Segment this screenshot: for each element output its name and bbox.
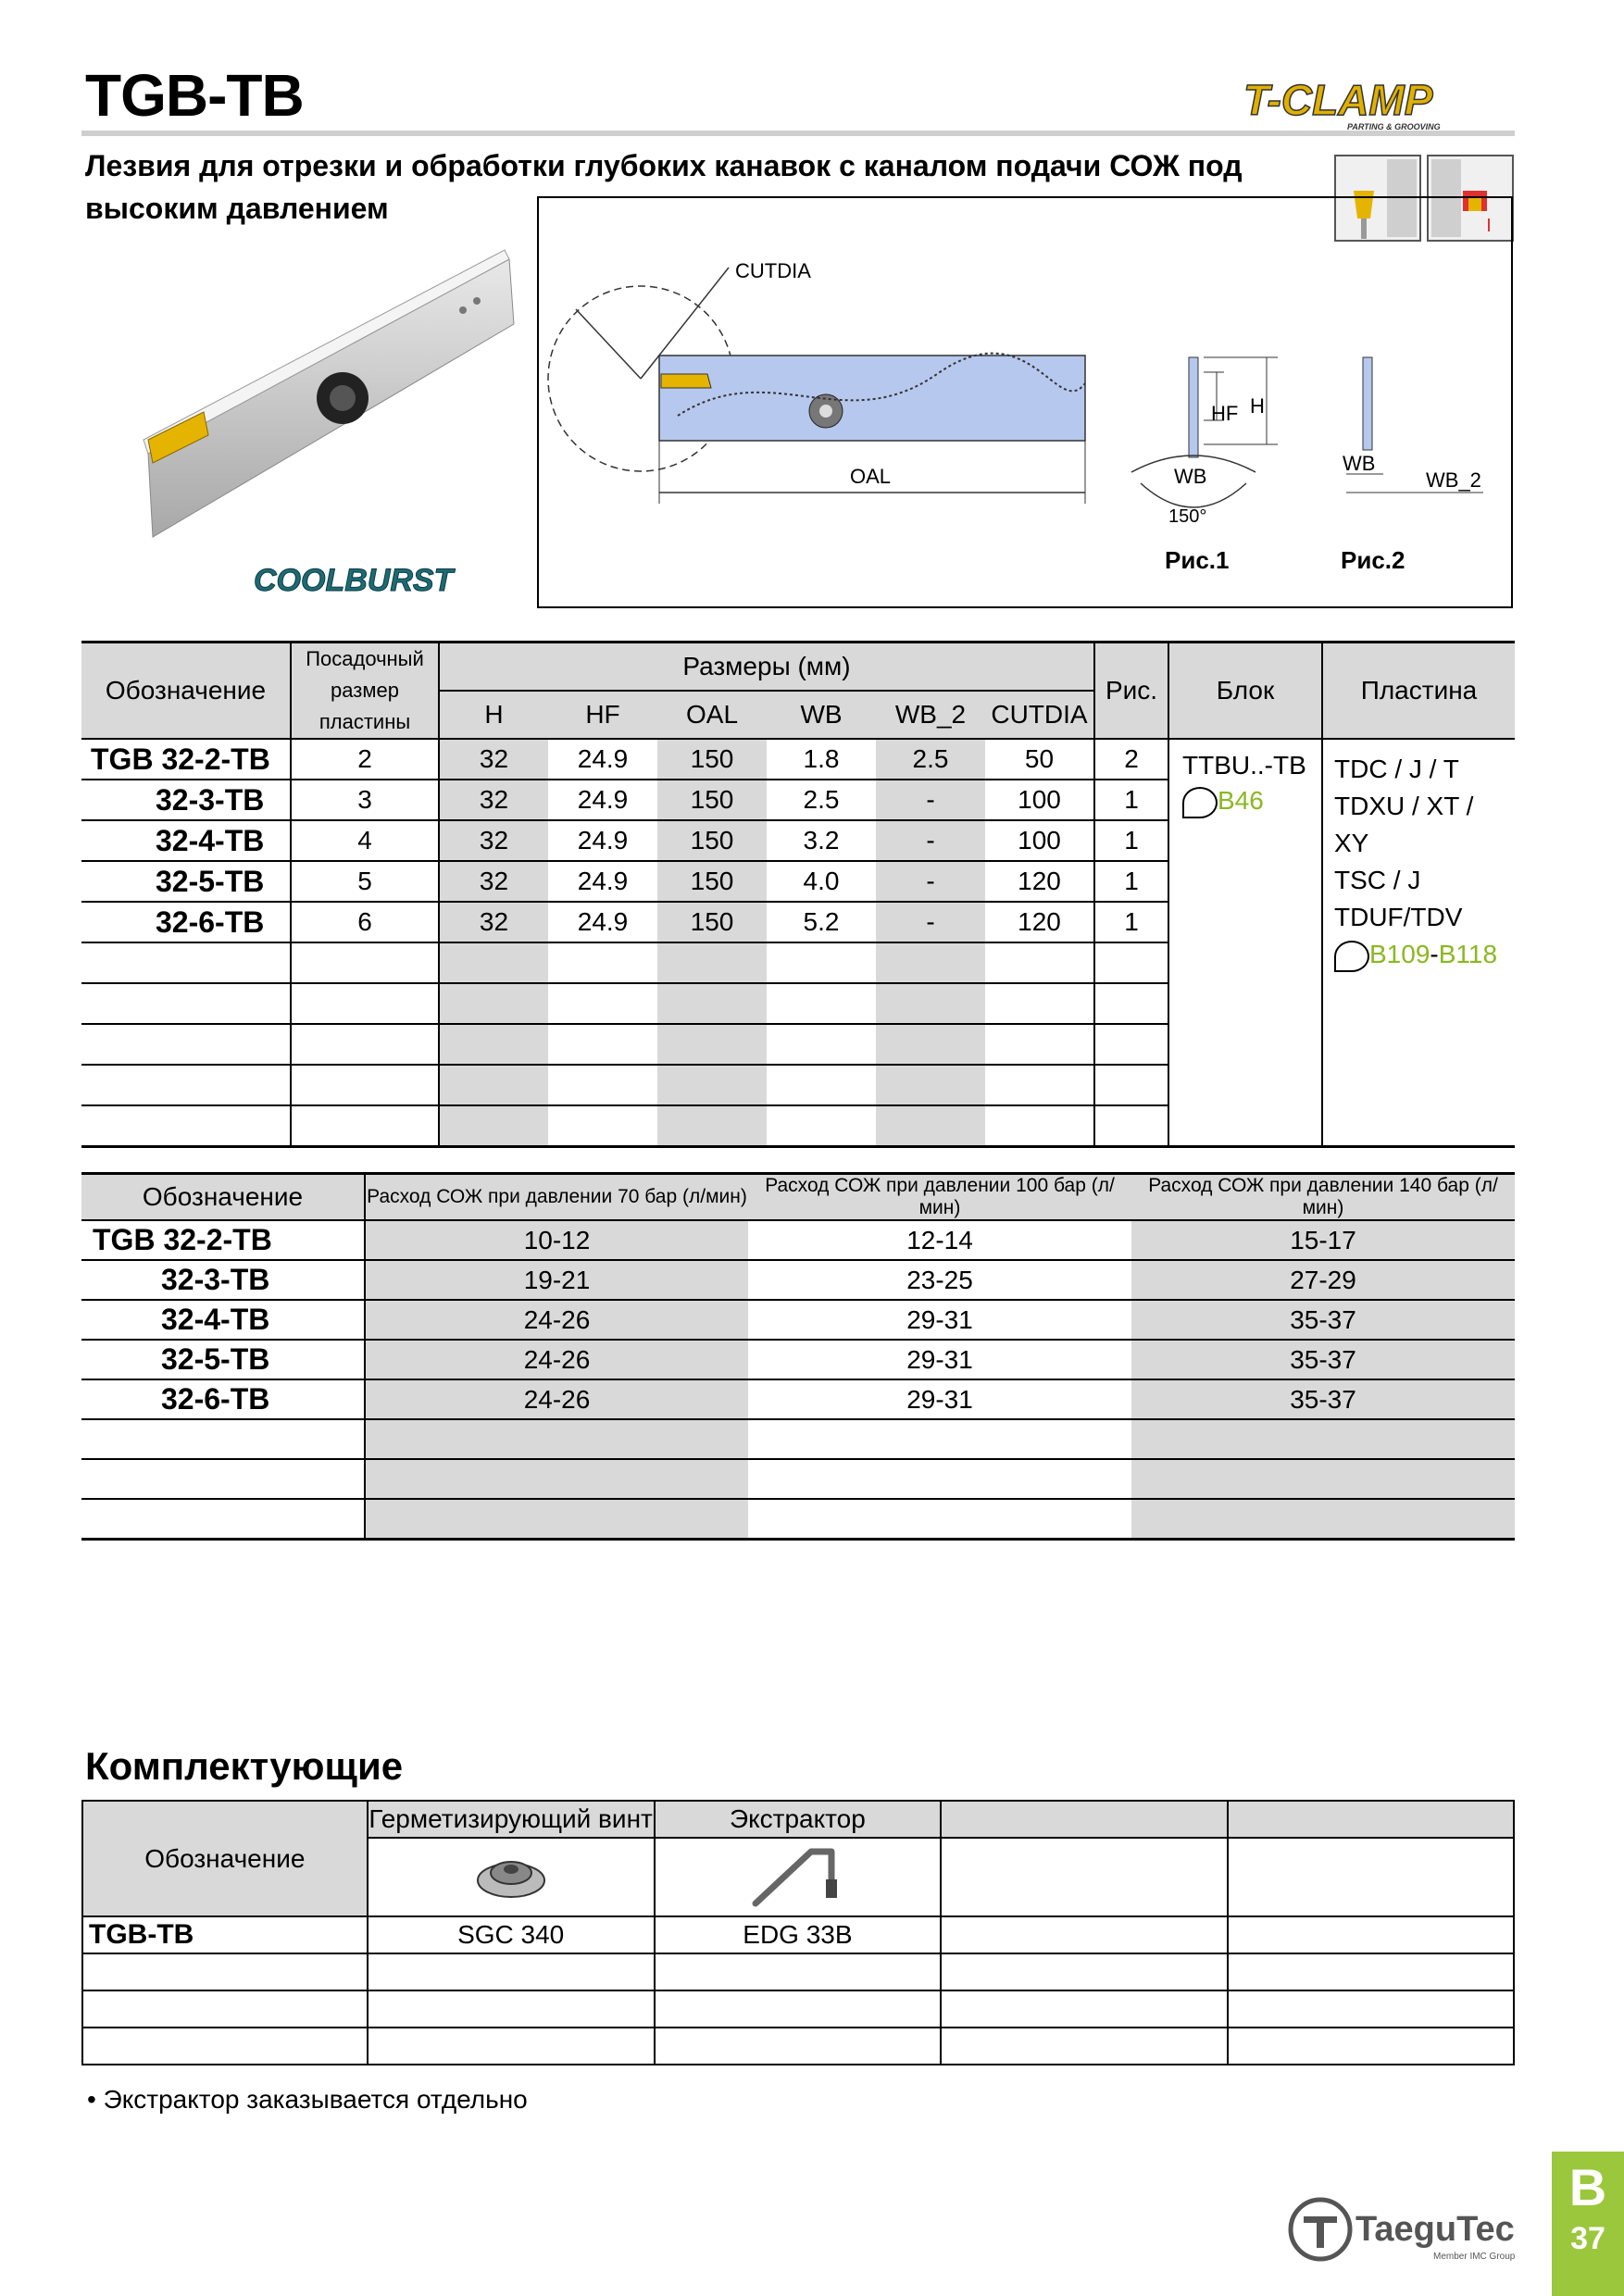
header-designation: Обозначение	[81, 1174, 365, 1221]
table-row: 32-4-TB 4 32 24.9 150 3.2 - 100 1	[81, 820, 1515, 861]
header-cutdia: CUTDIA	[985, 691, 1094, 739]
header-wb2: WB_2	[876, 691, 985, 739]
dimensions-table	[81, 641, 1515, 1148]
svg-text:CUTDIA: CUTDIA	[735, 259, 811, 282]
header-screw: Герметизирующий винт	[368, 1801, 655, 1838]
header-block: Блок	[1168, 643, 1322, 740]
page-subtitle: Лезвия для отрезки и обработки глубоких канавок с каналом подачи СОЖ под высоким давлением	[85, 149, 1243, 225]
section-page-tab	[1552, 2152, 1624, 2296]
header-flow-100: Расход СОЖ при давлении 100 бар (л/мин)	[748, 1174, 1131, 1221]
taegutec-logo	[1285, 2189, 1526, 2265]
header-designation: Обозначение	[81, 643, 291, 740]
empty-row	[82, 2028, 1514, 2065]
svg-text:WB: WB	[1343, 452, 1376, 475]
table-row: 32-5-TB 24-26 29-31 35-37	[81, 1340, 1515, 1379]
empty-row	[81, 1459, 1515, 1499]
screw-image	[368, 1838, 655, 1916]
svg-text:HF: HF	[1211, 402, 1239, 425]
svg-text:WB: WB	[1174, 465, 1207, 488]
svg-text:COOLBURST: COOLBURST	[254, 563, 454, 598]
table-row: 32-4-TB 24-26 29-31 35-37	[81, 1300, 1515, 1340]
svg-text:OAL: OAL	[850, 465, 892, 488]
sealing-screw-icon	[469, 1841, 553, 1906]
extractor-image	[655, 1838, 942, 1916]
empty-row	[82, 1953, 1514, 1990]
blade-photo	[139, 222, 518, 555]
table-row: TGB 32-2-TB 10-12 12-14 15-17	[81, 1220, 1515, 1260]
header-flow-140: Расход СОЖ при давлении 140 бар (л/мин)	[1131, 1174, 1515, 1221]
svg-text:Рис.1: Рис.1	[1165, 546, 1230, 574]
table-row: 32-5-TB 5 32 24.9 150 4.0 - 120 1	[81, 861, 1515, 902]
accessories-table	[81, 1800, 1515, 2065]
header-insert: Пластина	[1322, 643, 1515, 740]
header-flow-70: Расход СОЖ при давлении 70 бар (л/мин)	[365, 1174, 748, 1221]
t-clamp-logo	[1236, 74, 1516, 133]
extractor-icon	[746, 1839, 848, 1909]
header-designation: Обозначение	[82, 1801, 368, 1916]
coolant-flow-table	[81, 1172, 1515, 1541]
empty-row	[81, 1499, 1515, 1540]
catalog-ref-icon	[1334, 941, 1369, 972]
extractor-note: • Экстрактор заказывается отдельно	[87, 2085, 528, 2114]
table-row: 32-3-TB 19-21 23-25 27-29	[81, 1260, 1515, 1300]
empty-row	[82, 1990, 1514, 2028]
page-title: TGB-TB	[85, 62, 304, 129]
header-wb: WB	[767, 691, 876, 739]
section-letter: B	[1568, 2158, 1607, 2216]
header-oal: OAL	[657, 691, 767, 739]
svg-text:WB_2: WB_2	[1426, 468, 1481, 492]
header-dimensions: Размеры (мм)	[439, 643, 1094, 692]
header-h: H	[439, 691, 548, 739]
page-number: 37	[1570, 2221, 1605, 2256]
svg-text:Рис.2: Рис.2	[1341, 546, 1405, 574]
header-extractor: Экстрактор	[655, 1801, 942, 1838]
svg-text:TaeguTec: TaeguTec	[1355, 2210, 1515, 2249]
svg-text:PARTING & GROOVING: PARTING & GROOVING	[1347, 122, 1441, 131]
header-seat-size: Посадочный размер пластины	[291, 643, 439, 740]
header-hf: HF	[548, 691, 657, 739]
coolburst-logo	[250, 557, 518, 600]
table-row: 32-6-TB 24-26 29-31 35-37	[81, 1379, 1515, 1419]
table-row: 32-3-TB 3 32 24.9 150 2.5 - 100 1	[81, 780, 1515, 820]
table-row: 32-6-TB 6 32 24.9 150 5.2 - 120 1	[81, 902, 1515, 942]
svg-text:150°: 150°	[1168, 506, 1207, 527]
accessories-title: Комплектующие	[85, 1744, 404, 1788]
table-row: TGB 32-2-TB 2 32 24.9 150 1.8 2.5 50 2 TTBU..-TB B46 TDC / J / T TDXU / XT / XY TSC / J TDUF/TDV B109-B118	[81, 739, 1515, 780]
table-row: TGB-TB SGC 340 EDG 33B	[82, 1916, 1514, 1953]
catalog-ref-icon	[1182, 787, 1218, 818]
block-cell: TTBU..-TB B46	[1168, 739, 1322, 1147]
technical-drawing	[539, 198, 1511, 605]
insert-cell: TDC / J / T TDXU / XT / XY TSC / J TDUF/TDV B109-B118	[1322, 739, 1515, 1147]
empty-row	[81, 1419, 1515, 1459]
svg-text:H: H	[1250, 394, 1265, 418]
header-fig: Рис.	[1094, 643, 1168, 740]
svg-text:T-CLAMP: T-CLAMP	[1243, 76, 1433, 124]
svg-text:Member IMC Group: Member IMC Group	[1433, 2252, 1516, 2262]
